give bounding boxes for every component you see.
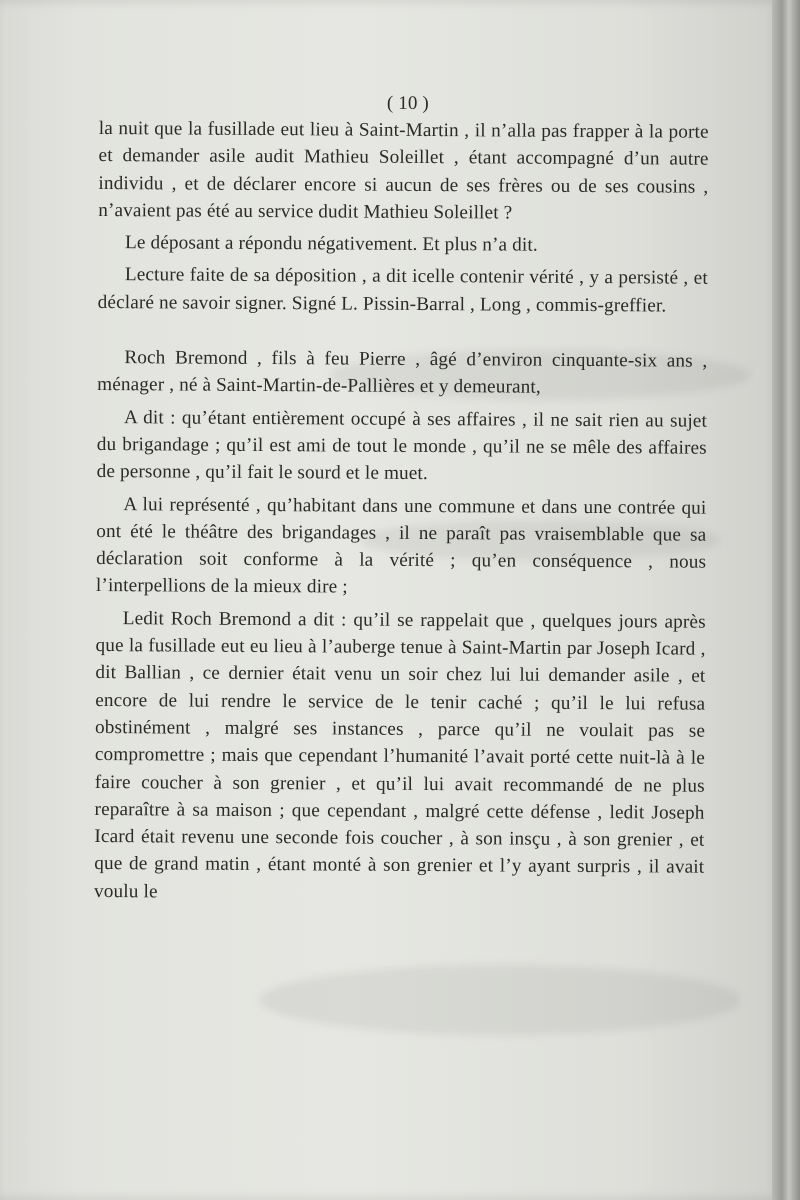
page-number: ( 10 ) xyxy=(386,92,430,115)
paragraph-response: Le déposant a répondu négativement. Et plus n’a dit. xyxy=(124,232,538,256)
adjacent-page-edge xyxy=(772,0,800,1200)
paragraph-witness-intro: Roch Bremond , fils à feu Pierre , âgé d’environ cinquante-six ans , ménager , né à Saint-Martin-de-Pallières et y demeurant, xyxy=(97,347,708,399)
page-text xyxy=(94,88,709,909)
paragraph-testimony: Ledit Roch Bremond a dit : qu’il se rappelait que , quelques jours après que la fusillade eut eu lieu à l’auberge tenue à Saint-Martin par Joseph Icard , dit Ballian , ce dernier était venu un soir chez lui lui demander asile , et encore de lui rendre le service de le tenir caché ; qu’il le lui refusa obstinément , malgré ses instances , parce qu’il ne voulait pas se compromettre ; mais que cependant l’humanité l’avait porté cette nuit-là à le faire coucher à son grenier , et qu’il lui avait recommandé de ne plus reparaître à sa maison ; que cependant , malgré cette défense , ledit Joseph Icard était revenu une seconde fois coucher , à son insçu , à son grenier , et que de grand matin , étant monté à son grenier et l’y ayant surpris , il avait voulu le xyxy=(94,607,706,903)
paragraph-interpellation: A lui représenté , qu’habitant dans une commune et dans une contrée qui ont été le théâtre des brigandages , il ne paraît pas vraisemblable que sa déclaration soit conforme à la vérité ; qu’en conséquence , nous l’interpellions de la mieux dire ; xyxy=(95,493,707,598)
paragraph-continuation: la nuit que la fusillade eut lieu à Saint-Martin , il n’alla pas frapper à la porte et demander asile audit Mathieu Soleillet , étant accompagné d’un autre individu , et de déclarer encore si aucun de ses frères ou de ses cousins , n’avaient pas été au service dudit Mathieu Soleillet ? xyxy=(98,117,709,224)
bleed-through-shadow xyxy=(260,965,740,1035)
paragraph-witness-statement: A dit : qu’étant entièrement occupé à ses affaires , il ne sait rien au sujet du brigandage ; qu’il est ami de tout le monde , qu’il ne se mêle des affaires de personne , qu’il fait le sourd et le muet. xyxy=(96,406,708,485)
paragraph-reading: Lecture faite de sa déposition , a dit icelle contenir vérité , y a persisté , et déclaré ne savoir signer. Signé L. Pissin-Barral , Long , commis-greffier. xyxy=(97,264,708,317)
